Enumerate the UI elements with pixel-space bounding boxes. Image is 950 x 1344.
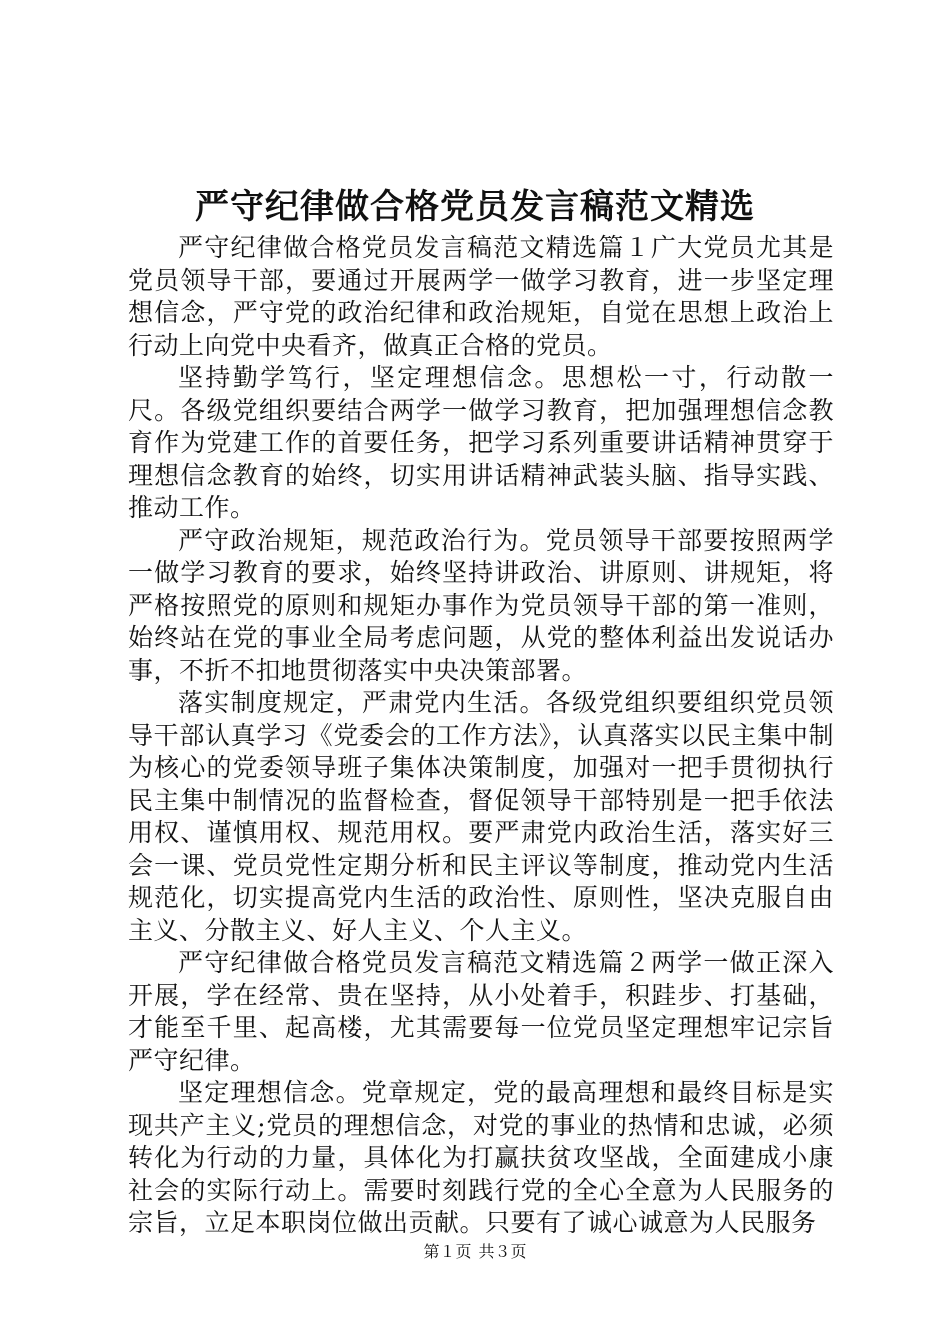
- document-title: 严守纪律做合格党员发言稿范文精选: [195, 187, 755, 227]
- paragraph-1: 严守纪律做合格党员发言稿范文精选篇１广大党员尤其是党员领导干部，要通过开展两学一做学习教育，进一步坚定理想信念，严守党的政治纪律和政治规矩，自觉在思想上政治上行动上向党中央看齐，做真正合格的党员。: [128, 233, 834, 360]
- paragraph-4: 落实制度规定，严肃党内生活。各级党组织要组织党员领导干部认真学习《党委会的工作方法》，认真落实以民主集中制为核心的党委领导班子集体决策制度，加强对一把手贯彻执行民主集中制情况的监督检查，督促领导干部特别是一把手依法用权、谨慎用权、规范用权。要严肃党内政治生活，落实好三会一课、党员党性定期分析和民主评议等制度，推动党内生活规范化，切实提高党内生活的政治性、原则性，坚决克服自由主义、分散主义、好人主义、个人主义。: [128, 688, 834, 945]
- page-total: 共３页: [478, 1242, 527, 1261]
- paragraph-2: 坚持勤学笃行，坚定理想信念。思想松一寸，行动散一尺。各级党组织要结合两学一做学习教育，把加强理想信念教育作为党建工作的首要任务，把学习系列重要讲话精神贯穿于理想信念教育的始终，切实用讲话精神武装头脑、指导实践、推动工作。: [128, 363, 834, 522]
- page-footer: [0, 1240, 950, 1264]
- paragraph-3: 严守政治规矩，规范政治行为。党员领导干部要按照两学一做学习教育的要求，始终坚持讲政治、讲原则、讲规矩，将严格按照党的原则和规矩办事作为党员领导干部的第一准则，始终站在党的事业全局考虑问题，从党的整体利益出发说话办事，不折不扣地贯彻落实中央决策部署。: [128, 525, 834, 685]
- page-number: 第１页: [423, 1242, 472, 1261]
- paragraph-6: 坚定理想信念。党章规定，党的最高理想和最终目标是实现共产主义;党员的理想信念，对党的事业的热情和忠诚，必须转化为行动的力量，具体化为打赢扶贫攻坚战，全面建成小康社会的实际行动上。需要时刻践行党的全心全意为人民服务的宗旨，立足本职岗位做出贡献。只要有了诚心诚意为人民服务: [128, 1078, 834, 1237]
- document-body: [128, 232, 834, 1240]
- paragraph-5: 严守纪律做合格党员发言稿范文精选篇２两学一做正深入开展，学在经常、贵在坚持，从小处着手，积跬步、打基础，才能至千里、起高楼，尤其需要每一位党员坚定理想牢记宗旨严守纪律。: [128, 948, 834, 1075]
